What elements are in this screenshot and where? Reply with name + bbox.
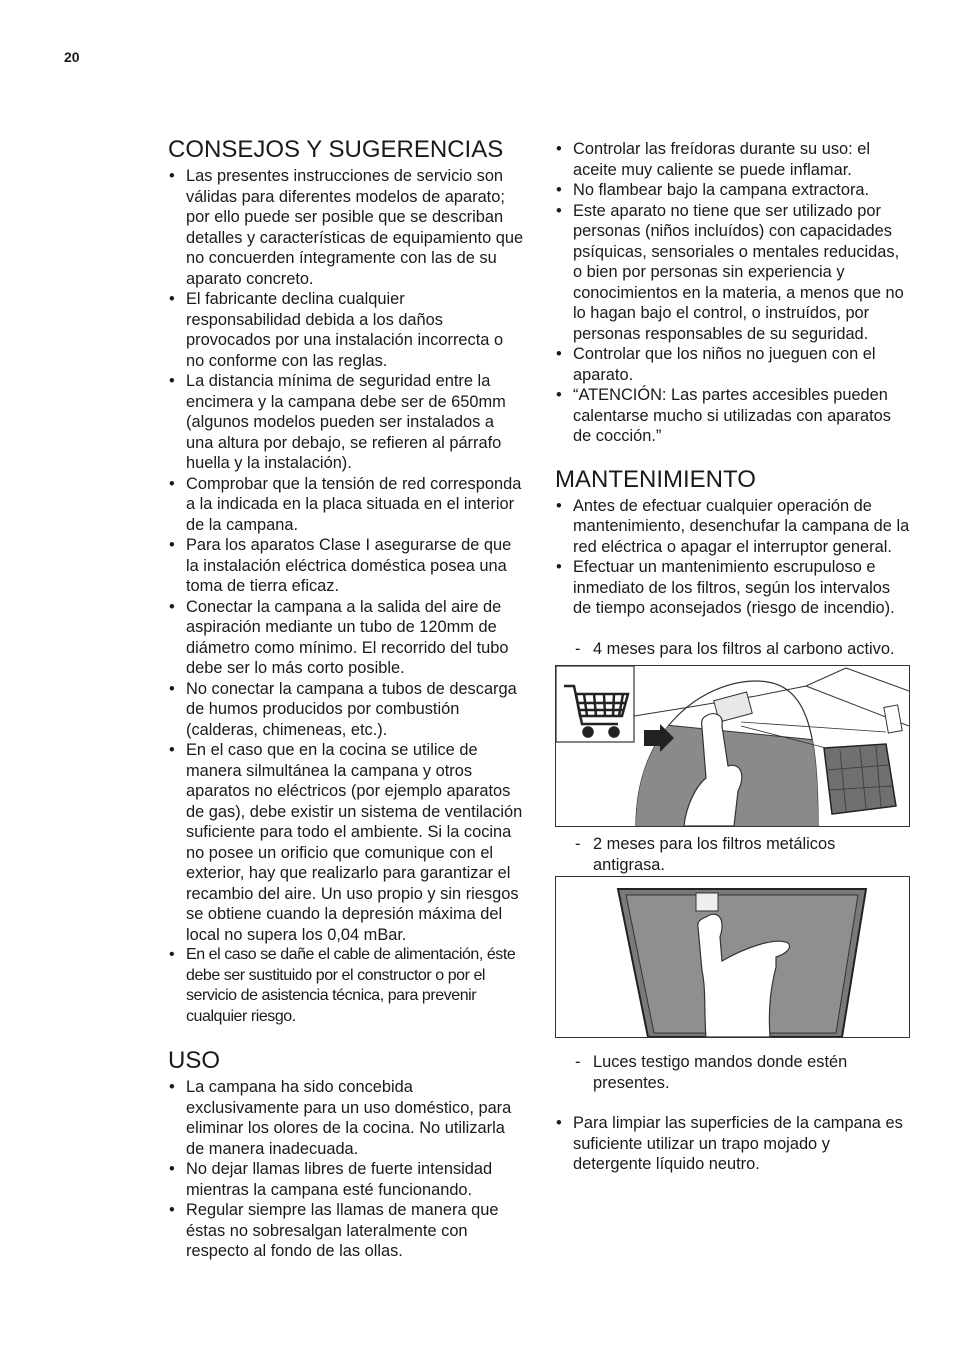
sub-item-carbon-filter: - 4 meses para los filtros al carbono activo. bbox=[555, 639, 911, 660]
sub-item-indicator-lights: - Luces testigo mandos donde estén presentes. bbox=[555, 1052, 911, 1093]
list-item: • En el caso se dañe el cable de alimentación, éste debe ser sustituido por el constructor o por el servicio de asistencia técnica, para prevenir cualquier riesgo. bbox=[168, 945, 524, 1027]
list-item: • Para los aparatos Clase I asegurarse de que la instalación eléctrica doméstica posea una toma de tierra eficaz. bbox=[168, 535, 524, 597]
list-item: • Para limpiar las superficies de la campana es suficiente utilizar un trapo mojado y detergente líquido neutro. bbox=[555, 1113, 911, 1175]
list-item: • Comprobar que la tensión de red corresponda a la indicada en la placa situada en el interior de la campana. bbox=[168, 474, 524, 536]
sub-item-metal-filter: - 2 meses para los filtros metálicos antigrasa. bbox=[555, 834, 911, 875]
uso-list-continued bbox=[555, 139, 911, 447]
left-column bbox=[168, 136, 524, 1262]
mantenimiento-list bbox=[555, 496, 911, 619]
list-item: • Regular siempre las llamas de manera que éstas no sobresalgan lateralmente con respecto al fondo de las ollas. bbox=[168, 1200, 524, 1262]
list-item: • La campana ha sido concebida exclusivamente para un uso doméstico, para eliminar los olores de la cocina. No utilizarla de manera inadecuada. bbox=[168, 1077, 524, 1159]
uso-list bbox=[168, 1077, 524, 1262]
right-column bbox=[555, 139, 911, 1175]
list-item: • El fabricante declina cualquier responsabilidad debida a los daños provocados por una instalación incorrecta o no conforme con las reglas. bbox=[168, 289, 524, 371]
list-item: • En el caso que en la cocina se utilice de manera silmultánea la campana y otros aparatos no eléctricos (por ejemplo aparatos de gas), debe existir un sistema de ventilación suficiente para todo el ambiente. Si la cocina no posee un orificio que comunique con el exterior, hay que realizarlo para garantizar el recambio del aire. Un uso propio y sin riesgos se obtiene cuando la depresión máxima del local no supera los 0,04 mBar. bbox=[168, 740, 524, 945]
list-item: • Conectar la campana a la salida del aire de aspiración mediante un tubo de 120mm de diámetro como mínimo. El recorrido del tubo debe ser lo más corto posible. bbox=[168, 597, 524, 679]
metal-filter-illustration bbox=[555, 876, 910, 1038]
consejos-list bbox=[168, 166, 524, 1027]
list-item: • Controlar que los niños no jueguen con el aparato. bbox=[555, 344, 911, 385]
metal-filter-removal-drawing bbox=[556, 877, 909, 1037]
list-item: • No conectar la campana a tubos de descarga de humos producidos por combustión (calderas, chimeneas, etc.). bbox=[168, 679, 524, 741]
list-item: • Las presentes instrucciones de servicio son válidas para diferentes modelos de aparato; por ello puede ser posible que se describan detalles y características de equipamiento que no concuerden íntegramente con las de su aparato concreto. bbox=[168, 166, 524, 289]
carbon-filter-drawing bbox=[824, 744, 896, 814]
list-item: • Antes de efectuar cualquier operación de mantenimiento, desenchufar la campana de la red eléctrica o apagar el interruptor general. bbox=[555, 496, 911, 558]
section-title-consejos: CONSEJOS Y SUGERENCIAS bbox=[168, 136, 504, 163]
list-item: • Controlar las freídoras durante su uso: el aceite muy caliente se puede inflamar. bbox=[555, 139, 911, 180]
list-item: • La distancia mínima de seguridad entre la encimera y la campana debe ser de 650mm (algunos modelos pueden ser instalados a una altura por debajo, se refieren al párrafo huella y la instalación). bbox=[168, 371, 524, 474]
list-item: • “ATENCIÓN: Las partes accesibles pueden calentarse mucho si utilizadas con aparatos de cocción.” bbox=[555, 385, 911, 447]
list-item: • Este aparato no tiene que ser utilizado por personas (niños incluídos) con capacidades psíquicas, sensoriales o mentales reducidas, o bien por personas sin experiencia y conocimientos en la materia, a menos que no lo hagan bajo el control, o instruídos, por personas responsables de su seguridad. bbox=[555, 201, 911, 345]
carbon-filter-illustration bbox=[555, 665, 910, 827]
carbon-filter-replacement-drawing bbox=[556, 666, 909, 826]
list-item: • No dejar llamas libres de fuerte intensidad mientras la campana esté funcionando. bbox=[168, 1159, 524, 1200]
list-item: • Efectuar un mantenimiento escrupuloso e inmediato de los filtros, según los intervalos de tiempo aconsejados (riesgo de incendio). bbox=[555, 557, 911, 619]
cleaning-list bbox=[555, 1113, 911, 1175]
list-item: • No flambear bajo la campana extractora. bbox=[555, 180, 911, 201]
page-number: 20 bbox=[64, 49, 80, 65]
section-title-mantenimiento: MANTENIMIENTO bbox=[555, 465, 756, 493]
section-title-uso: USO bbox=[168, 1047, 221, 1074]
